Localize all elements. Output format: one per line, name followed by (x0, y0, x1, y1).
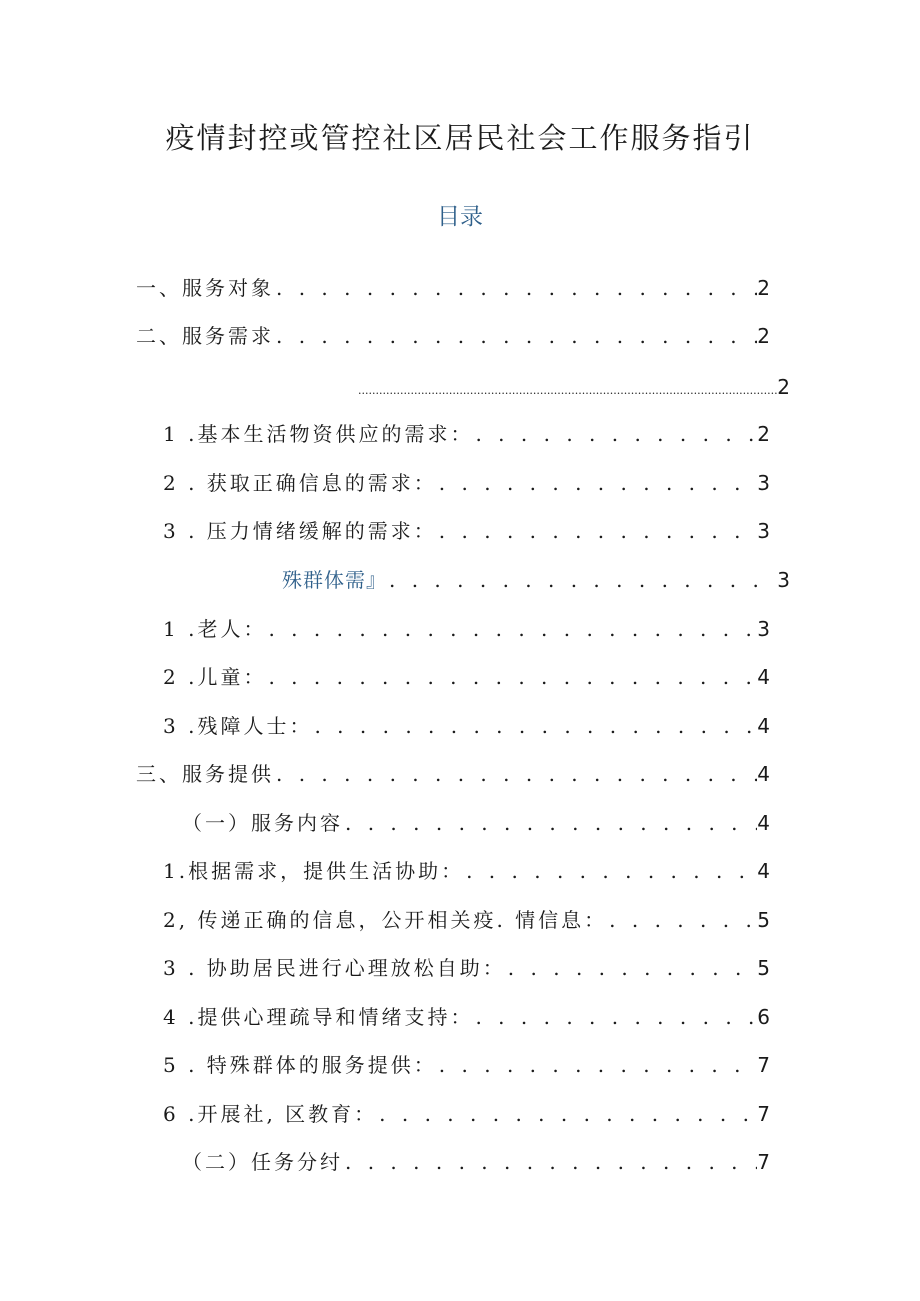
toc-entry-page: 4 (757, 665, 770, 689)
toc-entry-label: 三、服务提供 (136, 762, 274, 786)
toc-entry-label: 2 . 获取正确信息的需求： (163, 471, 437, 495)
toc-entry-page: 4 (757, 714, 770, 738)
toc-leader-dots (464, 855, 757, 887)
toc-entry-page: 2 (777, 375, 790, 399)
toc-leader-dots (506, 952, 757, 984)
toc-leader-dots (343, 1146, 757, 1178)
toc-entry-label: 3 .残障人士： (163, 714, 313, 738)
toc-entry[interactable] (163, 952, 770, 984)
toc-entry-label: 6 .开展社, 区教育： (163, 1102, 378, 1126)
toc-entry-label: 2 .儿童： (163, 665, 267, 689)
toc-entry-page: 4 (757, 859, 770, 883)
toc-entry-page: 5 (757, 908, 770, 932)
toc-leader-dots (274, 758, 757, 790)
document-title: 疫情封控或管控社区居民社会工作服务指引 (165, 121, 755, 155)
toc-entry-page: 2 (757, 422, 770, 446)
toc-entry-label: 5 . 特殊群体的服务提供： (163, 1053, 437, 1077)
toc-entry[interactable] (282, 564, 790, 596)
toc-entry-label: 3 . 协助居民进行心理放松自助： (163, 956, 506, 980)
toc-entry-page: 7 (757, 1150, 770, 1174)
toc-leader-dots (473, 1001, 757, 1033)
toc-entry-label: 1 .老人： (163, 617, 267, 641)
toc-entry-label: 二、服务需求 (136, 324, 274, 348)
toc-entry[interactable] (356, 371, 790, 403)
toc-entry-label: 1.根据需求，提供生活协助： (163, 859, 465, 883)
toc-entry-label: 2, 传递正确的信息，公开相关疫. 情信息： (163, 908, 608, 932)
toc-heading: 目录 (437, 204, 483, 230)
toc-entry-label: 3 . 压力情绪缓解的需求： (163, 519, 437, 543)
toc-leader-dots (266, 613, 757, 645)
toc-entry[interactable] (163, 515, 770, 547)
toc-entry[interactable] (163, 855, 770, 887)
toc-entry-label: 一、服务对象 (136, 276, 274, 300)
toc-entry[interactable] (163, 467, 770, 499)
toc-entry[interactable] (136, 758, 770, 790)
toc-leader-dots (437, 467, 757, 499)
toc-leader-dots (274, 320, 757, 352)
toc-entry-page: 2 (757, 276, 770, 300)
toc-entry[interactable] (163, 661, 770, 693)
toc-leader-dots (473, 418, 757, 450)
toc-entry[interactable] (163, 418, 770, 450)
toc-entry[interactable] (136, 320, 770, 352)
toc-leader-dots (437, 515, 757, 547)
toc-leader-dots (377, 1098, 757, 1130)
toc-entry-page: 7 (757, 1102, 770, 1126)
toc-entry-page: 3 (757, 471, 770, 495)
toc-leader-dots (437, 1049, 757, 1081)
toc-leader-dots (343, 807, 757, 839)
toc-entry-label: （二）任务分纣 (182, 1150, 343, 1174)
toc-entry-label: （一）服务内容 (182, 811, 343, 835)
toc-leader-dots (266, 661, 757, 693)
toc-entry[interactable] (182, 807, 770, 839)
toc-leader-dots (387, 564, 777, 596)
toc-entry-page: 3 (777, 568, 790, 592)
toc-entry-label: 1 .基本生活物资供应的需求： (163, 422, 474, 446)
toc-entry-label: 4 .提供心理疏导和情绪支持： (163, 1005, 474, 1029)
toc-entry-label: 殊群体需』 (282, 568, 387, 592)
toc-entry-page: 3 (757, 617, 770, 641)
toc-entry[interactable] (163, 904, 770, 936)
toc-entry-page: 7 (757, 1053, 770, 1077)
toc-leader-dots (312, 710, 757, 742)
toc-entry[interactable] (163, 1098, 770, 1130)
toc-leader-dots (274, 272, 757, 304)
toc-entry-page: 3 (757, 519, 770, 543)
toc-leader-dots (607, 904, 757, 936)
toc-entry-page: 2 (757, 324, 770, 348)
toc-entry-page: 6 (757, 1005, 770, 1029)
toc-leader-dots (356, 375, 777, 407)
toc-entry-page: 4 (757, 762, 770, 786)
toc-entry[interactable] (163, 1049, 770, 1081)
toc-entry[interactable] (163, 1001, 770, 1033)
toc-entry[interactable] (163, 710, 770, 742)
toc-entry-page: 5 (757, 956, 770, 980)
toc-entry-page: 4 (757, 811, 770, 835)
toc-entry[interactable] (163, 613, 770, 645)
toc-entry[interactable] (182, 1146, 770, 1178)
toc-entry[interactable] (136, 272, 770, 304)
